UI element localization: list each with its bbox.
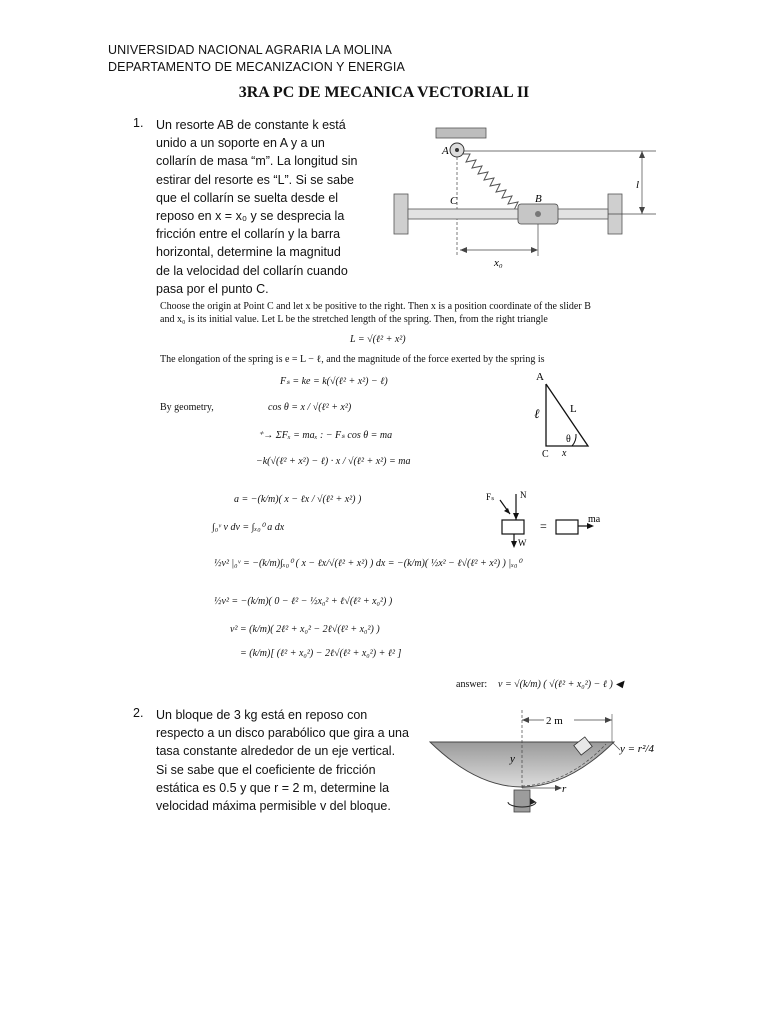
label-x0: x₀ (494, 257, 503, 269)
problem-2-line: respecto a un disco parabólico que gira a una (156, 726, 409, 741)
eq-integral: ∫₀ᵛ v dv = ∫ₓ₀⁰ a dx (212, 522, 285, 533)
university-name: UNIVERSIDAD NACIONAL AGRARIA LA MOLINA (108, 43, 392, 57)
page-title: 3RA PC DE MECANICA VECTORIAL II (238, 84, 530, 101)
solution-intro (160, 300, 630, 326)
solution-intro-line: Choose the origin at Point C and let x be positive to the right. Then x is a position coordinate of the slider B (160, 301, 591, 312)
problem-1-line: collarín de masa “m”. La longitud sin (156, 154, 358, 169)
parabolic-disk-figure (424, 706, 660, 822)
eq-length: L = √(ℓ² + x²) (350, 334, 406, 345)
elongation-text: The elongation of the spring is e = L − ℓ, and the magnitude of the force exerted by the spring is (160, 354, 545, 365)
eq-cos: cos θ = x / √(ℓ² + x²) (268, 402, 352, 413)
spring-collar-figure (384, 124, 666, 274)
problem-1-line: de la velocidad del collarín cuando (156, 263, 348, 278)
triangle-label-theta: θ (566, 434, 571, 445)
eq-force-balance: −k(√(ℓ² + x²) − ℓ) · x / √(ℓ² + x²) = ma (256, 456, 411, 467)
label-a: A (442, 145, 449, 157)
problem-1-line: unido a un soporte en A y a un (156, 136, 325, 151)
problem-1-line: pasa por el punto C. (156, 281, 269, 296)
label-c: C (450, 195, 458, 207)
problem-2-line: tasa constante alrededor de un eje vertical. (156, 744, 396, 759)
eq-acceleration: a = −(k/m)( x − ℓx / √(ℓ² + x²) ) (234, 494, 362, 505)
fbd-label-w: W (518, 538, 527, 548)
eq-half-v2: ½v² = −(k/m)( 0 − ℓ² − ½x₀² + ℓ√(ℓ² + x₀²) ) (214, 596, 393, 607)
right-triangle-sketch (528, 370, 598, 460)
fbd-label-fs: Fₛ (486, 492, 495, 502)
problem-1-number: 1. (133, 116, 144, 130)
solution-intro-line: and x₀ is its initial value. Let L be the stretched length of the spring. Then, from the right triangle (160, 314, 548, 325)
problem-1-line: Un resorte AB de constante k está (156, 118, 346, 132)
problem-1-line: que el collarín se suelta desde el (156, 190, 339, 205)
triangle-label-x: x (562, 448, 567, 459)
eq-v-squared: v² = (k/m)( 2ℓ² + x₀² − 2ℓ√(ℓ² + x₀²) ) (230, 624, 380, 635)
answer-label: answer: (456, 679, 488, 690)
free-body-diagram-sketch (478, 486, 618, 550)
eq-sum-forces: ⁺→ ΣFₓ = maₓ : − Fₛ cos θ = ma (258, 430, 393, 441)
problem-2-line: estática es 0.5 y que r = 2 m, determine la (156, 780, 390, 795)
by-geometry-label: By geometry, (160, 402, 214, 413)
problem-1-line: estirar del resorte es “L”. Si se sabe (156, 172, 354, 187)
fbd-label-ma: ma (588, 514, 601, 525)
triangle-label-c: C (542, 449, 549, 460)
problem-2-number: 2. (133, 706, 144, 720)
triangle-label-big-l: L (570, 403, 577, 415)
problem-2-line: Un bloque de 3 kg está en reposo con (156, 708, 368, 722)
eq-half-v2-integral: ½v² |₀ᵛ = −(k/m)∫ₓ₀⁰ ( x − ℓx/√(ℓ² + x²) ) dx = −(k/m)( ½x² − ℓ√(ℓ² + x²) ) |ₓ₀⁰ (214, 558, 522, 569)
disk-curve-eq: y = r²/4 (620, 743, 654, 755)
department-name: DEPARTAMENTO DE MECANIZACION Y ENERGIA (108, 60, 405, 74)
triangle-label-a: A (536, 371, 544, 383)
problem-1-line: reposo en x = x₀ y se desprecia la (156, 209, 345, 224)
fbd-label-n: N (520, 490, 527, 500)
disk-dim-label: 2 m (546, 715, 563, 727)
fbd-equals: = (540, 519, 547, 533)
problem-1-text (156, 116, 366, 298)
problem-1-line: fricción entre el collarín y la barra (156, 227, 341, 242)
answer-equation: v = √(k/m) ( √(ℓ² + x₀²) − ℓ ) ◀ (498, 679, 624, 690)
label-l: l (636, 179, 640, 191)
eq-spring-force: Fₛ = ke = k(√(ℓ² + x²) − ℓ) (280, 376, 388, 387)
triangle-label-l: ℓ (534, 406, 540, 421)
problem-2-text (156, 706, 410, 815)
problem-1-line: horizontal, determine la magnitud (156, 245, 341, 260)
disk-label-r: r (562, 783, 567, 795)
disk-label-y: y (510, 753, 515, 765)
problem-2-line: velocidad máxima permisible v del bloque. (156, 799, 391, 814)
problem-2-line: Si se sabe que el coeficiente de fricción (156, 762, 376, 777)
eq-v-squared-expanded: = (k/m)[ (ℓ² + x₀²) − 2ℓ√(ℓ² + x₀²) + ℓ² ] (240, 648, 402, 659)
label-b: B (535, 193, 542, 205)
